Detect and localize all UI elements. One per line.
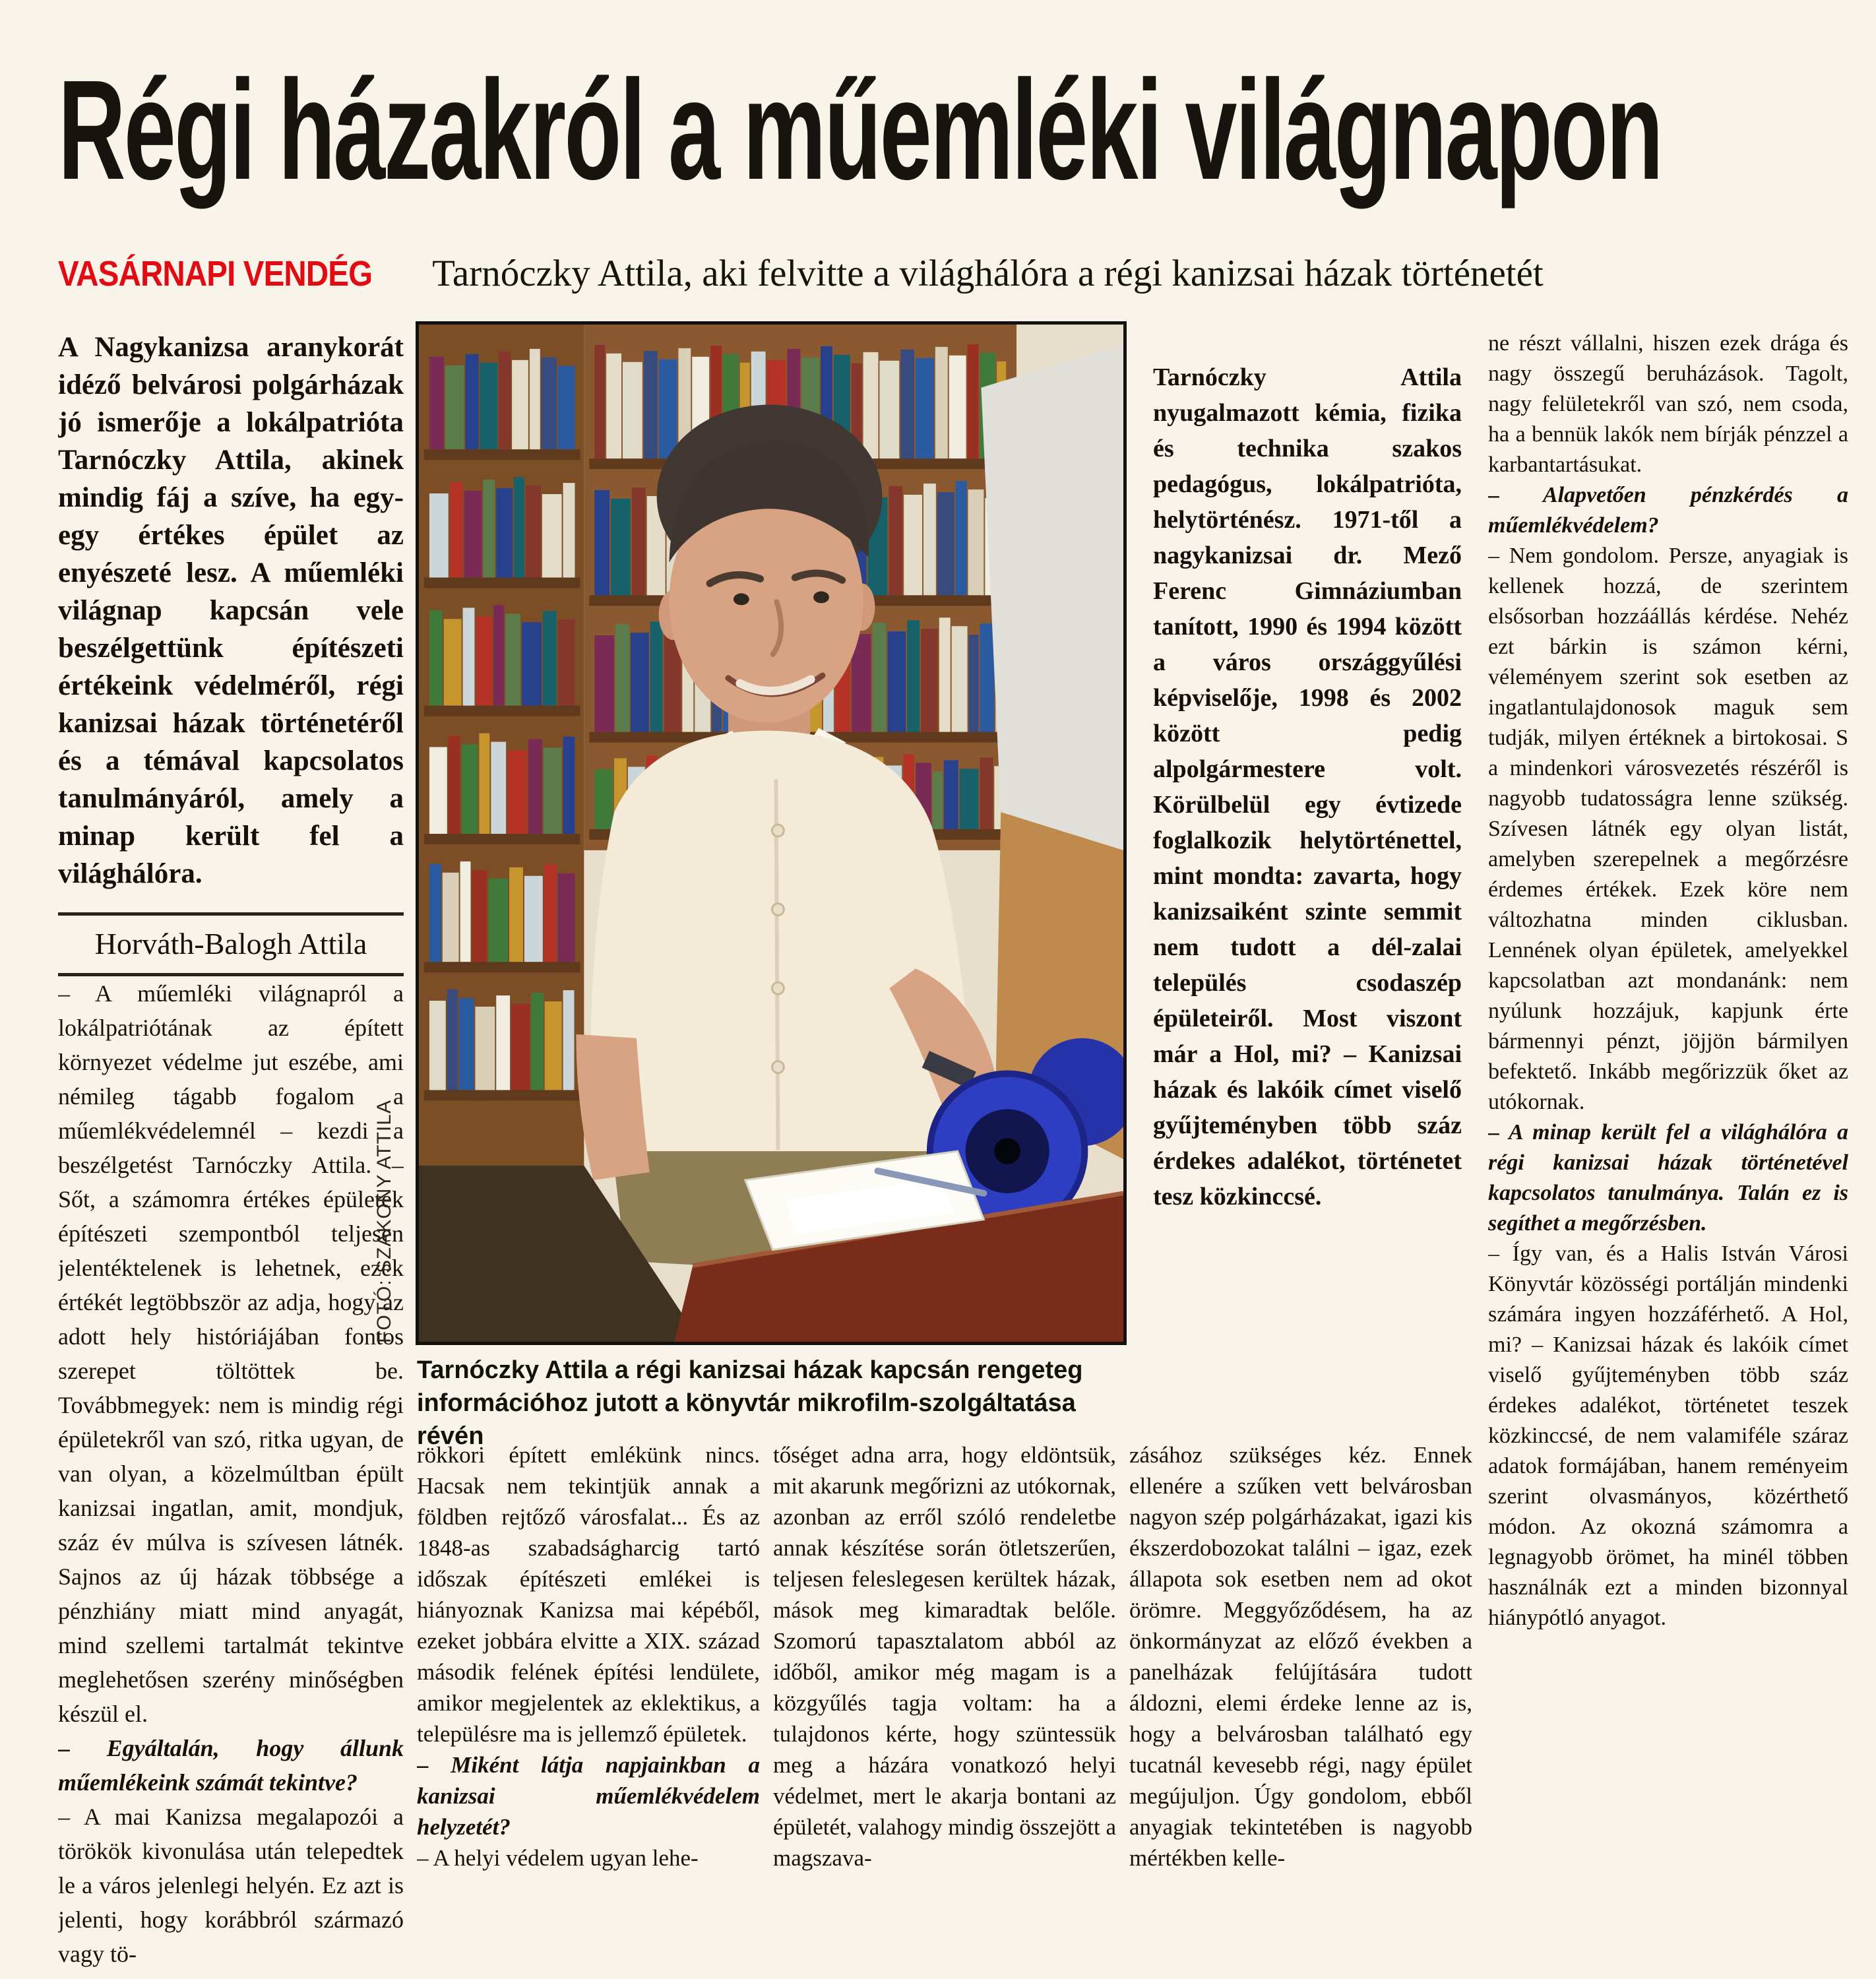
book-spine <box>937 492 954 595</box>
portrait-photo-art <box>419 325 1123 1342</box>
byline: Horváth-Balogh Attila <box>58 912 404 976</box>
book-spine <box>496 488 513 577</box>
paragraph: ne részt vállalni, hiszen ezek drága és nagy összegű beruházások. Tagolt, nagy felületekről van szó, nem csoda, ha a bennük lakók nem bírják pénzzel a karbantartásukat. <box>1488 331 1848 477</box>
book-spine <box>644 351 658 458</box>
book-spine <box>524 876 543 962</box>
book-spine <box>921 629 938 732</box>
book-spine <box>493 605 504 705</box>
book-spine <box>429 493 449 578</box>
photo-credit: FOTÓ: SZAKONY ATTILA <box>373 1100 395 1343</box>
book-spine <box>544 748 562 834</box>
headline-wrap <box>58 50 1852 234</box>
book-spine <box>907 620 920 732</box>
column-left <box>58 329 404 1978</box>
book-spine <box>594 490 610 595</box>
book-spine <box>544 865 557 962</box>
book-spine <box>511 1004 530 1090</box>
book-spine <box>923 484 936 595</box>
book-spine <box>542 494 562 578</box>
book-spine <box>887 631 906 732</box>
photo-caption: Tarnóczky Attila a régi kanizsai házak kapcsán rengeteg információhoz jutott a könyvtár mikrofilm-szolgáltatása révén <box>417 1356 1083 1450</box>
book-spine <box>956 481 967 595</box>
book-spine <box>960 769 979 829</box>
shirt-button <box>772 825 784 836</box>
book-spine <box>952 626 968 732</box>
book-spine <box>594 345 605 458</box>
book-spine <box>558 873 575 962</box>
book-spine <box>968 344 979 458</box>
book-spine <box>450 482 463 577</box>
book-spine <box>863 352 879 458</box>
paragraph: zásához szükséges kéz. Ennek ellenére a szűken vett belvárosban nagyon szép polgárházakat, igazi kis ékszerdobozokat találni – igaz, ezek állapota sok esetben nem ad okot örömre. Meggyőződésem, ha az önkormányzat az előző években a panelházak felújítására tudott áldozni, elemi érdeke lenne az is, hogy a belvárosban található egy tucatnál kevesebb régi, nagy épület megújuljon. Úgy gondolom, ebből anyagiak tekintetében is nagyobb mértékben kelle- <box>1129 1442 1472 1871</box>
book-spine <box>615 624 629 732</box>
book-spine <box>545 1001 562 1090</box>
lead-person-name: Tarnóczky Attila, <box>58 445 292 476</box>
book-spine <box>632 487 646 595</box>
book-spine <box>611 499 631 595</box>
book-spine <box>916 358 934 458</box>
book-spine <box>512 360 528 449</box>
shelf-board <box>424 834 580 844</box>
book-spine <box>509 867 523 962</box>
book-spine <box>969 635 979 732</box>
book-spine <box>594 769 613 829</box>
lead-paragraph <box>58 329 404 893</box>
book-spine <box>476 616 492 705</box>
book-spine <box>558 619 575 705</box>
book-spine <box>522 622 542 706</box>
interview-question: – Miként látja napjainkban a kanizsai műemlékvédelem helyzetét? <box>417 1752 760 1840</box>
book-spine <box>980 757 993 829</box>
book-spine <box>449 736 460 834</box>
book-spine <box>650 621 663 732</box>
book-spine <box>949 356 966 458</box>
book-spine <box>904 495 922 595</box>
page-title: Régi házakról a műemléki világnapon <box>58 50 1662 209</box>
book-spine <box>563 737 575 834</box>
paragraph: – A műemléki világnapról a lokálpatriótának az épített környezet védelme jut eszébe, ami némileg tágabb fogalom a műemlékvédelemnél – kezdi a beszélgetést Tarnóczky Attila. – Sőt, a számomra értékes épületek építészeti szempontból teljesen jelentéktelenek is lehetnek, ezek értékét legtöbbször az adja, hogy az adott hely históriájában fontos szerepet töltöttek be. Továbbmegyek: nem is mindig régi épületekről van szó, ritka ugyan, de van olyan, a közelmúltban épült kanizsai ingatlan, amit, mondjuk, száz év múlva is szívesen látnék. Sajnos az új házak többsége a pénzhiány miatt mind anyagát, mind szellemi tartalmát tekintve meglehetősen szerény minőségben készül el. <box>58 980 404 1727</box>
paragraph: tőséget adna arra, hogy eldöntsük, mit akarunk megőrizni az utókornak, azonban az erről szóló rendeletbe annak készítése során ötletszerűen, teljesen feleslegesen kerültek házak, mások meg kimaradtak belőle. Szomorú tapasztalatom abból az időből, amikor még magam is a közgyűlés tagja voltam: ha a tulajdonos kérte, hogy szüntessük meg a házára vonatkozó helyi védelmet, mert le akarja bontani az épületét, valahogy mindig összejött a magszava- <box>773 1442 1116 1871</box>
lead-post: akinek mindig fáj a szíve, ha egy-egy értékes épület az enyészeté lesz. A műemléki világnap kapcsán vele beszélgettünk építészeti értékeink védelméről, régi kanizsai házak történetéről és a témával kapcsolatos tanulmányáról, amely a minap került fel a világhálóra. <box>58 445 404 889</box>
lead-pre: A Nagykanizsa aranykorát idéző belvárosi polgárházak jó ismerője a lokálpatrióta <box>58 332 404 438</box>
book-spine <box>659 360 677 458</box>
book-spine <box>429 864 441 962</box>
book-spine <box>445 365 464 450</box>
book-spine <box>429 747 447 834</box>
paragraph: rökkori épített emlékünk nincs. Hacsak nem tekintjük annak a földben rejtőző városfalat... És az 1848-as szabadságharcig tartó időszak építészeti emlékei is hiányoznak Kanizsa mai képéből, ezeket jobbára elvitte a XIX. század második felének építési lendülete, amikor megjelentek az eklektikus, a településre ma is jellemző épületek. <box>417 1442 760 1747</box>
paragraph: – A helyi védelem ugyan lehe- <box>417 1845 699 1871</box>
book-spine <box>480 363 497 449</box>
book-spine <box>505 613 520 705</box>
shirt-button <box>772 904 784 916</box>
book-spine <box>879 361 899 458</box>
book-spine <box>900 350 914 458</box>
shelf-board <box>424 1090 580 1100</box>
paragraph: – A mai Kanizsa megalapozói a törökök kivonulása után telepedtek le a város jelenlegi helyén. Ez azt is jelenti, hogy korábbról származó vagy tö- <box>58 1803 404 1967</box>
book-spine <box>444 619 462 705</box>
shelf-board <box>424 962 580 972</box>
book-spine <box>447 989 458 1090</box>
eye <box>813 591 829 603</box>
book-spine <box>889 486 902 595</box>
book-spine <box>475 1007 495 1090</box>
book-spine <box>488 879 508 962</box>
shelf-board <box>424 449 580 460</box>
book-spine <box>530 349 540 449</box>
book-spine <box>429 1001 446 1090</box>
shirt-button <box>772 1061 784 1073</box>
book-spine <box>594 635 614 732</box>
column-bottom-a <box>417 1439 760 1975</box>
book-spine <box>543 611 557 705</box>
book-spine <box>507 750 527 834</box>
interview-question: – A minap került fel a világhálóra a régi kanizsai házak történetével kapcsolatos tanulmánya. Talán ez is segíthet a megőrzésben. <box>1488 1120 1848 1236</box>
column-bottom-c <box>1129 1439 1472 1975</box>
book-spine <box>472 870 487 962</box>
book-spine <box>980 623 994 732</box>
book-spine <box>563 990 575 1090</box>
book-spine <box>443 873 459 962</box>
book-spine <box>944 760 958 829</box>
book-spine <box>466 354 479 449</box>
microfilm-reader-panel <box>981 344 1123 850</box>
interview-question: – Egyáltalán, hogy állunk műemlékeink számát tekintve? <box>58 1734 404 1796</box>
book-spine <box>483 480 495 577</box>
book-spine <box>463 608 475 705</box>
book-spine <box>496 995 510 1090</box>
shirt-button <box>772 982 784 994</box>
paragraph: – Így van, és a Halis István Városi Könyvtár közösségi portálján mindenki számára ingyen hozzáférhető. A Hol, mi? – Kanizsai házak és lakóik címet viselő gyűjteményben több száz érdekes adalékot, történetet teszek közkinccsé, de nem valamiféle száraz adatok formájában, hanem reményeim szerint olvasmányos, közérthető módon. Az okozná számomra a legnagyobb örömet, ha minél többen használnák ezt a minden bizonnyal hiánypótló anyagot. <box>1488 1241 1848 1630</box>
book-spine <box>528 739 542 834</box>
book-spine <box>429 357 444 449</box>
book-spine <box>935 347 948 458</box>
column-bottom-b <box>773 1439 1116 1975</box>
book-spine <box>514 477 524 577</box>
book-spine <box>531 993 544 1090</box>
section-kicker: VASÁRNAPI VENDÉG <box>58 254 373 294</box>
book-spine <box>933 771 943 829</box>
paragraph: – Nem gondolom. Persze, anyagiak is kellenek hozzá, de szerintem elsősorban hozzáállás kérdése. Nehéz ezt bárkin is számon kérni, véleményem szerint sok esetben az ingatlantulajdonosok maguk sem tudják, milyen értéknek a birtokosai. S a mindenkori városvezetés részéről is nagyobb tudatosságra lenne szükség. Szívesen látnék egy olyan listát, amelyben szerepelnek a megőrzésre érdemes értékek. Ezek köre nem változhatna minden ciklusban. Lennének olyan épületek, amelyekkel kapcsolatban azt mondanánk: nem nyúlunk hozzájuk, kapjunk érte bármennyi pénzt, jöjjön bármilyen befektető. Inkább megőrizzük őket az utókornak. <box>1488 544 1848 1114</box>
book-spine <box>479 734 489 834</box>
book-spine <box>631 633 649 732</box>
book-spine <box>459 998 474 1090</box>
book-spine <box>462 745 478 834</box>
book-spine <box>464 491 482 577</box>
reel-hub <box>994 1138 1020 1164</box>
book-spine <box>460 862 471 962</box>
book-spine <box>872 623 886 732</box>
shelf-board <box>424 706 580 716</box>
column-right <box>1488 329 1848 1978</box>
book-spine <box>606 354 621 458</box>
book-spine <box>542 358 557 449</box>
book-spine <box>558 366 575 450</box>
book-spine <box>491 742 506 834</box>
book-spine <box>563 483 575 577</box>
article-subtitle: Tarnóczky Attila, aki felvitte a világhálóra a régi kanizsai házak történetét <box>432 253 1544 294</box>
book-spine <box>429 610 443 705</box>
portrait-photo <box>416 321 1127 1345</box>
book-spine <box>526 486 541 577</box>
interview-question: – Alapvetően pénzkérdés a műemlékvédelem? <box>1488 483 1848 538</box>
column-bio: Tarnóczky Attila nyugalmazott kémia, fizika és technika szakos pedagógus, lokálpatrióta, helytörténész. 1971-től a nagykanizsai dr. Mező Ferenc Gimnáziumban tanított, 1990 és 1994 között a város országgyűlési képviselője, 1998 és 2002 között pedig alpolgármestere volt. Körülbelül egy évtizede foglalkozik helytörténettel, mint mondta: zavarta, hogy kanizsaiként szinte semmit nem tudott a dél-zalai település csodaszép épületeiről. Most viszont már a Hol, mi? – Kanizsai házak és lakóik címet viselő gyűjteményben több száz érdekes adalékot, történetet tesz közkinccsé. <box>1153 363 1462 1210</box>
book-spine <box>499 352 511 449</box>
shelf-board <box>424 578 580 588</box>
book-spine <box>623 362 642 458</box>
book-spine <box>939 617 951 732</box>
book-spine <box>968 489 984 595</box>
subtitle-row <box>58 252 1852 295</box>
eye <box>734 593 749 605</box>
